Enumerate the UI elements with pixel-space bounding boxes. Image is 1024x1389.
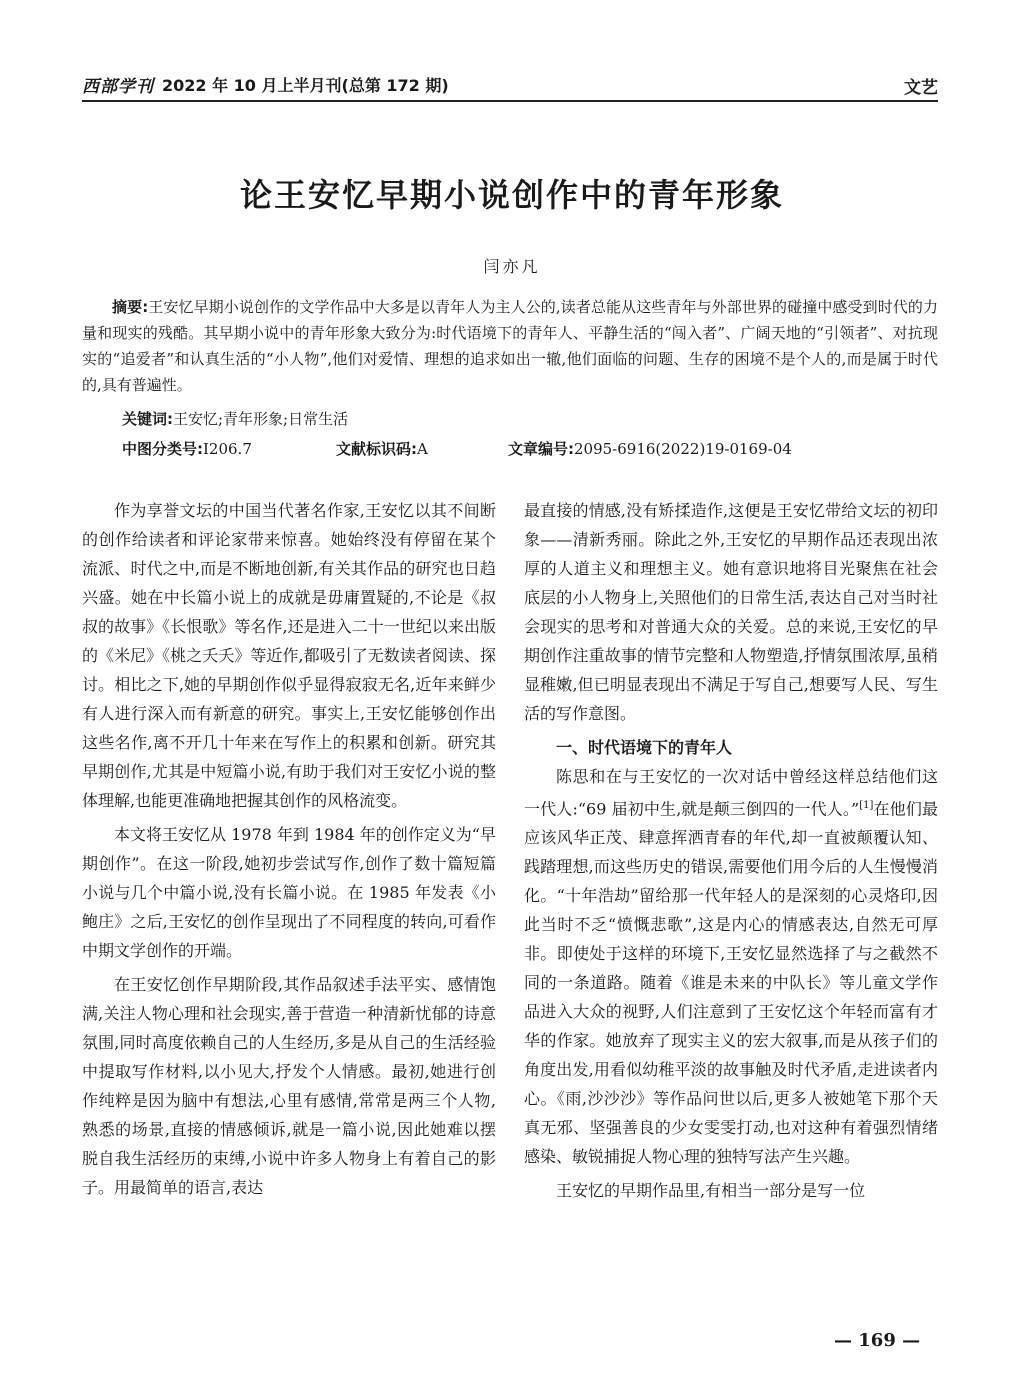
body-paragraph: 最直接的情感,没有矫揉造作,这便是王安忆带给文坛的初印象——清新秀丽。除此之外,王安忆的早期作品还表现出浓厚的人道主义和理想主义。她有意识地将目光聚焦在社会底层的小人物身上,关照他们的日常生活,表达自己对当时社会现实的思考和对普通大众的关爱。总的来说,王安忆的早期创作注重故事的情节完整和人物塑造,抒情氛围浓厚,虽稍显稚嫩,但已明显表现出不满足于写自己,想要写人民、写生活的写作意图。	[524, 501, 938, 723]
section-tag: 文艺	[904, 78, 938, 98]
classification-line	[122, 438, 942, 459]
section-heading: 一、时代语境下的青年人	[556, 738, 733, 757]
body-text: 在他们最应该风华正茂、肆意挥洒青春的年代,却一直被颠覆认知、践踏理想,而这些历史的错误,需要他们用今后的人生慢慢消化。“十年浩劫”留给那一代年轻人的是深刻的心灵烙印,因此当时不乏“愤慨悲歌”,这是内心的情感表达,自然无可厚非。即使处于这样的环境下,王安忆显然选择了与之截然不同的一条道路。随着《谁是未来的中队长》等儿童文学作品进入大众的视野,人们注意到了王安忆这个年轻而富有才华的作家。她放弃了现实主义的宏大叙事,而是从孩子们的角度出发,用看似幼稚平淡的故事触及时代矛盾,走进读者内心。《雨,沙沙沙》等作品问世以后,更多人被她笔下那个天真无邪、坚强善良的少女雯雯打动,也对这种有着强烈情绪感染、敏锐捕捉人物心理的独特写法产生兴趣。	[524, 799, 938, 1167]
body-paragraph: 在王安忆创作早期阶段,其作品叙述手法平实、感情饱满,关注人物心理和社会现实,善于营造一种清新忧郁的诗意氛围,同时高度依赖自己的人生经历,多是从自己的生活经验中提取写作材料,以小见大,抒发个人情感。最初,她进行创作纯粹是因为脑中有想法,心里有感情,常常是两三个人物,熟悉的场景,直接的情感倾诉,就是一篇小说,因此她难以摆脱自我生活经历的束缚,小说中许多人物身上有着自己的影子。用最简单的语言,表达	[82, 975, 496, 1197]
article-title: 论王安忆早期小说创作中的青年形象	[239, 176, 784, 214]
citation-marker: [1]	[859, 800, 874, 811]
page-number: — 169 —	[834, 1330, 921, 1351]
author-name: 闫亦凡	[483, 257, 541, 276]
article-number-value: 2095-6916(2022)19-0169-04	[574, 440, 792, 458]
doc-code-label: 文献标识码:	[336, 440, 417, 458]
body-paragraph	[524, 762, 938, 1171]
abstract	[82, 294, 938, 398]
body-left-column	[82, 496, 496, 1207]
body-paragraph: 王安忆的早期作品里,有相当一部分是写一位	[556, 1181, 866, 1201]
clc-label: 中图分类号:	[122, 440, 203, 458]
body-right-column	[524, 496, 938, 1210]
keywords	[122, 408, 348, 429]
journal-issue: 2022 年 10 月上半月刊(总第 172 期)	[162, 76, 449, 95]
abstract-text: 王安忆早期小说创作的文学作品中大多是以青年人为主人公的,读者总能从这些青年与外部世界的碰撞中感受到时代的力量和现实的残酷。其早期小说中的青年形象大致分为:时代语境下的青年人、平静生活的“闯入者”、广阔天地的“引领者”、对抗现实的“追爱者”和认真生活的“小人物”,他们对爱情、理想的追求如出一辙,他们面临的问题、生存的困境不是个人的,而是属于时代的,具有普遍性。	[82, 298, 939, 394]
keywords-label: 关键词:	[122, 410, 173, 428]
body-paragraph: 本文将王安忆从 1978 年到 1984 年的创作定义为“早期创作”。在这一阶段,她初步尝试写作,创作了数十篇短篇小说与几个中篇小说,没有长篇小说。在 1985 年发表《小鲍庄》之后,王安忆的创作呈现出了不同程度的转向,可看作中期文学创作的开端。	[82, 825, 496, 960]
clc-value: I206.7	[203, 440, 252, 458]
keywords-text: 王安忆;青年形象;日常生活	[173, 410, 349, 428]
article-number-label: 文章编号:	[508, 440, 574, 458]
body-text: 陈思和在与王安忆的一次对话中曾经这样总结他们这一代人:“69 届初中生,就是颠三倒四的一代人。”	[524, 767, 938, 819]
page-header	[82, 70, 938, 102]
doc-code-value: A	[417, 440, 428, 458]
journal-logo: 西部学刊	[82, 77, 154, 97]
abstract-label: 摘要:	[112, 298, 149, 316]
body-paragraph: 作为享誉文坛的中国当代著名作家,王安忆以其不间断的创作给读者和评论家带来惊喜。她始终没有停留在某个流派、时代之中,而是不断地创新,有关其作品的研究也日趋兴盛。她在中长篇小说上的成就是毋庸置疑的,不论是《叔叔的故事》《长恨歌》等名作,还是进入二十一世纪以来出版的《米尼》《桃之夭夭》等近作,都吸引了无数读者阅读、探讨。相比之下,她的早期创作似乎显得寂寂无名,近年来鲜少有人进行深入而有新意的研究。事实上,王安忆能够创作出这些名作,离不开几十年来在写作上的积累和创新。研究其早期创作,尤其是中短篇小说,有助于我们对王安忆小说的整体理解,也能更准确地把握其创作的风格流变。	[82, 501, 496, 810]
